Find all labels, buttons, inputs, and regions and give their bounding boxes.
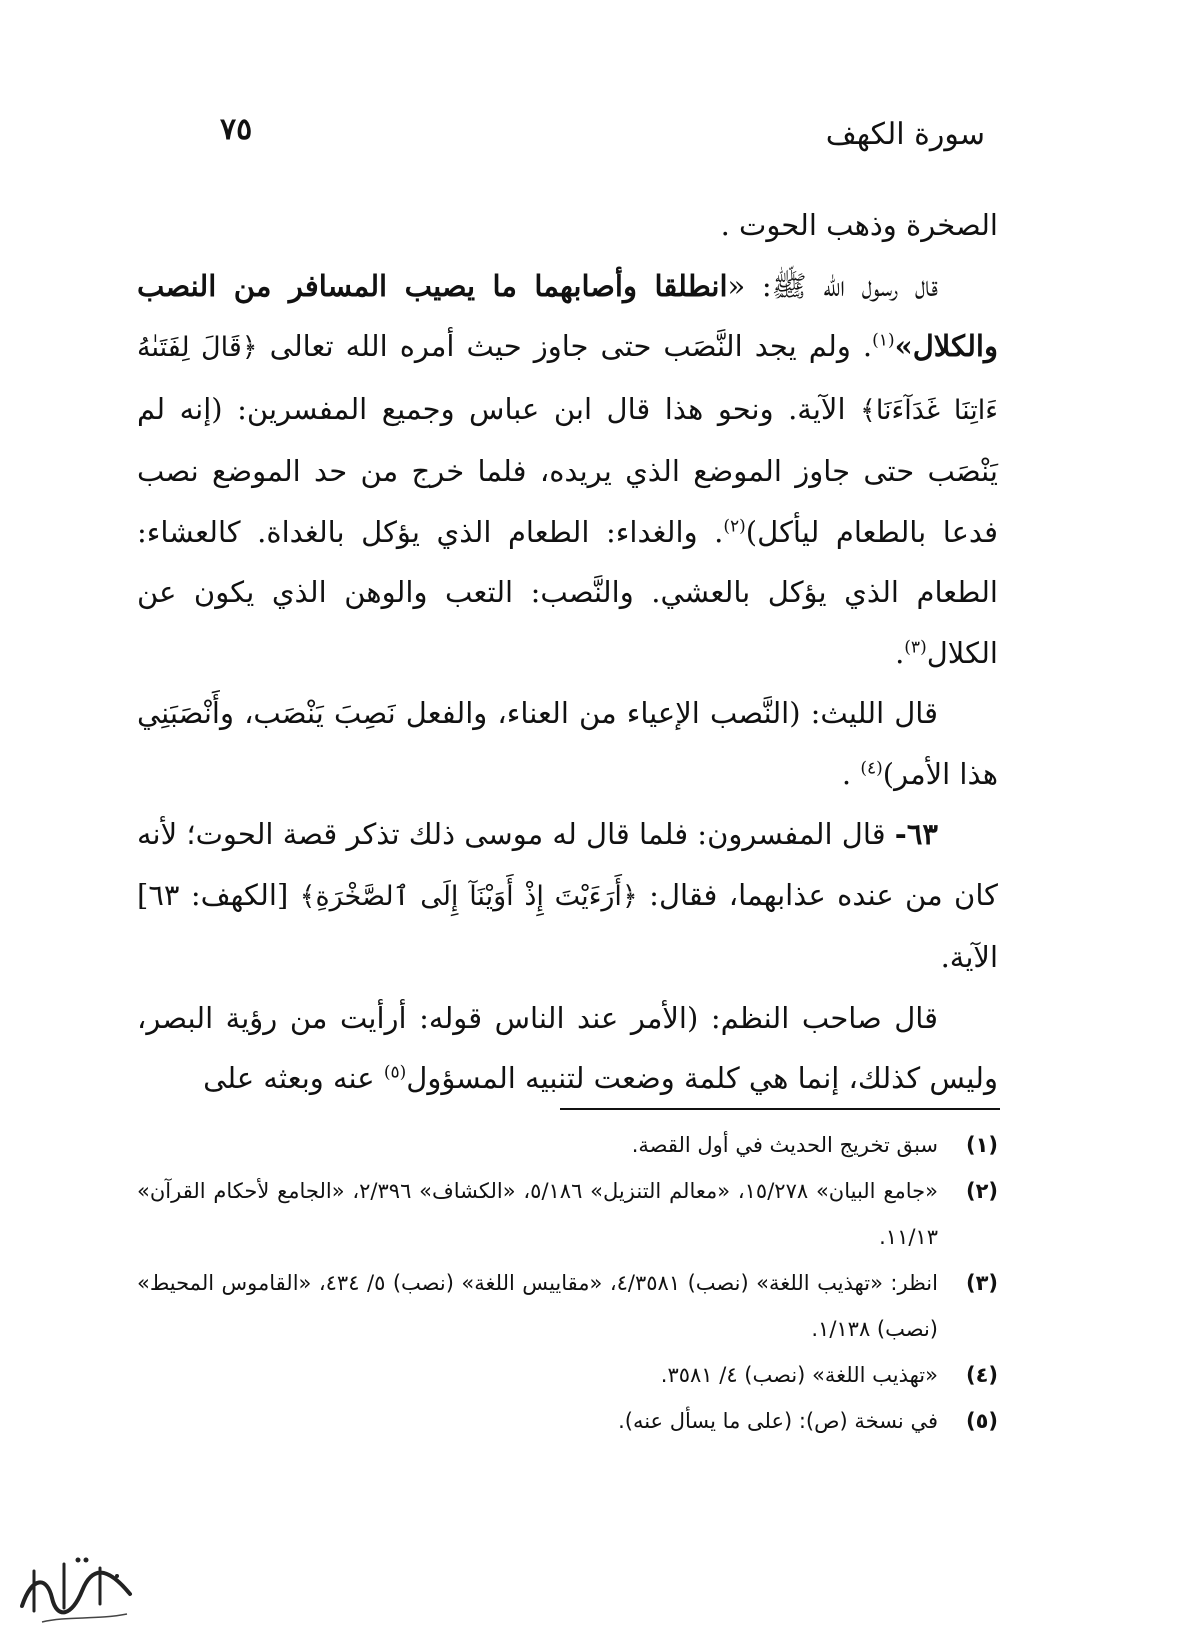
hadith-intro: قال رسول الله ﷺ: « bbox=[727, 268, 938, 303]
footnote-text: «جامع البيان» ١٥/٢٧٨، «معالم التنزيل» ٥/١٨٦، «الكشاف» ٢/٣٩٦، «الجامع لأحكام القرآن» ١١/١٣. bbox=[137, 1179, 938, 1249]
footnote-5 bbox=[137, 1398, 998, 1444]
paragraph-5-text-b: عنه وبعثه على bbox=[203, 1061, 384, 1095]
footnote-text: سبق تخريج الحديث في أول القصة. bbox=[631, 1133, 938, 1157]
paragraph-5 bbox=[137, 988, 998, 1109]
footnote-1 bbox=[137, 1122, 998, 1168]
footnote-3 bbox=[137, 1260, 998, 1352]
footnote-ref-4: (٤) bbox=[860, 757, 883, 778]
paragraph-1 bbox=[137, 195, 998, 256]
paragraph-2-text-b: الآية. ونحو هذا قال ابن عباس وجميع المفسرين: (إنه لم يَنْصَب حتى جاوز الموضع الذي يريده، فلما خرج من حد الموضع نصب فدعا بالطعام ليأكل) bbox=[137, 391, 998, 549]
footnote-number: (٢) bbox=[965, 1179, 998, 1203]
footnote-divider bbox=[560, 1108, 1000, 1110]
footnote-ref-3: (٣) bbox=[904, 636, 927, 657]
quran-verse-1: ﴿قَالَ لِفَتَىٰهُ ءَاتِنَا غَدَآءَنَا﴾ bbox=[137, 332, 998, 426]
footnote-number: (٤) bbox=[965, 1363, 998, 1387]
page-header bbox=[140, 112, 985, 162]
hadith-close: » bbox=[894, 329, 913, 363]
footnote-number: (١) bbox=[965, 1133, 998, 1157]
paragraph-2-text-c: . والغداء: الطعام الذي يؤكل بالغداة. كالعشاء: الطعام الذي يؤكل بالعشي. والنَّصب: التعب والوهن الذي يكون عن الكلال bbox=[137, 514, 998, 670]
paragraph-1-text: الصخرة وذهب الحوت . bbox=[720, 208, 998, 242]
surah-title: سورة الكهف bbox=[825, 117, 985, 152]
footnote-text: «تهذيب اللغة» (نصب) ٤/ ٣٥٨١. bbox=[660, 1363, 938, 1387]
footnote-number: (٣) bbox=[965, 1271, 998, 1295]
publisher-logo bbox=[12, 1536, 142, 1636]
paragraph-3-end: . bbox=[841, 756, 861, 791]
paragraph-4 bbox=[137, 804, 998, 988]
paragraph-4-text-b: [الكهف: ٦٣] الآية. bbox=[137, 877, 998, 974]
footnote-4 bbox=[137, 1352, 998, 1398]
footnotes bbox=[137, 1122, 998, 1444]
footnote-text: في نسخة (ص): (على ما يسأل عنه). bbox=[618, 1409, 938, 1433]
footnote-text: انظر: «تهذيب اللغة» (نصب) ٤/٣٥٨١، «مقاييس اللغة» (نصب) ٥/ ٤٣٤، «القاموس المحيط» (نصب) ١/١٣٨. bbox=[137, 1271, 938, 1341]
footnote-ref-5: (٥) bbox=[383, 1062, 407, 1083]
page-number: ٧٥ bbox=[220, 112, 253, 147]
paragraph-2 bbox=[137, 256, 998, 684]
footnote-2 bbox=[137, 1168, 998, 1260]
paragraph-3 bbox=[137, 683, 998, 804]
paragraph-3-text: قال الليث: (النَّصب الإعياء من العناء، والفعل نَصِبَ يَنْصَب، وأَنْصَبَنِي هذا الأمر) bbox=[137, 696, 998, 791]
paragraph-4-text-a: قال المفسرون: فلما قال له موسى ذلك تذكر قصة الحوت؛ لأنه كان من عنده عذابهما، فقال: bbox=[137, 817, 998, 912]
verse-number: ٦٣- bbox=[894, 817, 938, 851]
footnote-number: (٥) bbox=[965, 1409, 998, 1433]
footnote-ref-2: (٢) bbox=[723, 515, 746, 536]
quran-verse-2: ﴿أَرَءَيْتَ إِذْ أَوَيْنَآ إِلَى ٱلصَّخْرَةِ﴾ bbox=[299, 880, 638, 912]
paragraph-2-text-a: . ولم يجد النَّصَب حتى جاوز حيث أمره الله تعالى bbox=[257, 329, 873, 363]
paragraph-5-text-a: قال صاحب النظم: (الأمر عند الناس قوله: أرأيت من رؤية البصر، وليس كذلك، إنما هي كلمة وضعت لتنبيه المسؤول bbox=[137, 1000, 998, 1095]
hadith-text: انطلقا وأصابهما ما يصيب المسافر من النصب والكلال bbox=[137, 268, 998, 363]
main-text bbox=[137, 195, 998, 1109]
footnote-ref-1: (١) bbox=[872, 330, 895, 351]
paragraph-2-end: . bbox=[895, 635, 905, 670]
